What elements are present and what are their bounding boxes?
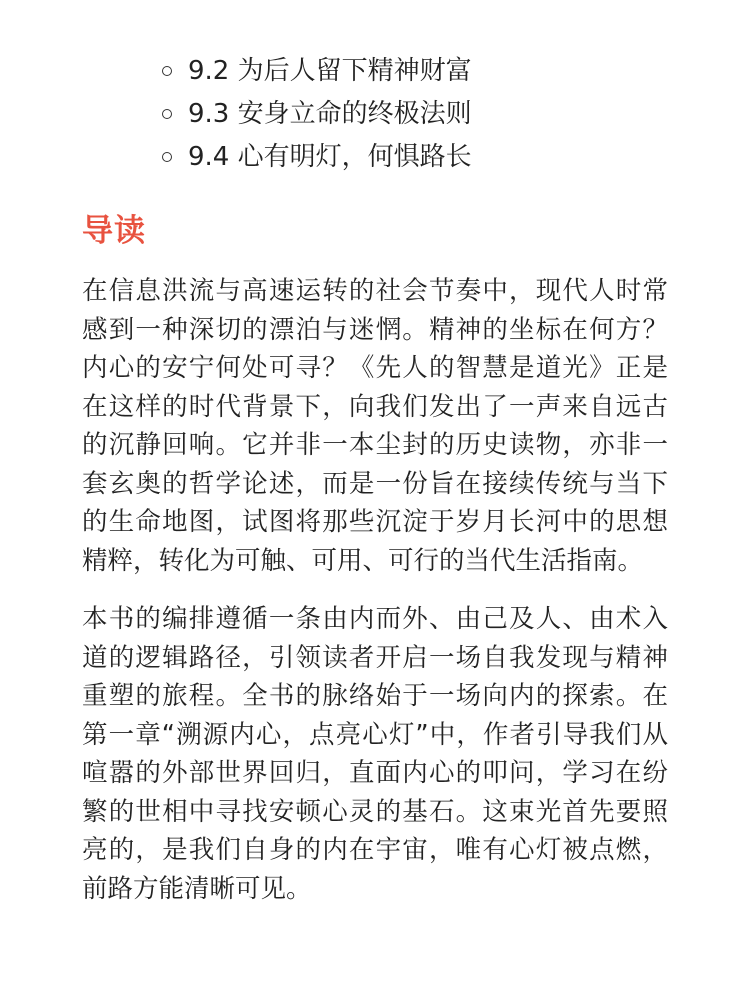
hollow-circle-bullet-icon: [162, 109, 172, 119]
toc-item[interactable]: [160, 93, 472, 136]
toc-item-label: 9.2 为后人留下精神财富: [188, 56, 472, 86]
intro-paragraph-1: 在信息洪流与高速运转的社会节奏中，现代人时常感到一种深切的漂泊与迷惘。精神的坐标在何方？内心的安宁何处可寻？《先人的智慧是道光》正是在这样的时代背景下，向我们发出了一声来自远古的沉静回响。它并非一本尘封的历史读物，亦非一套玄奥的哲学论述，而是一份旨在接续传统与当下的生命地图，试图将那些沉淀于岁月长河中的思想精粹，转化为可触、可用、可行的当代生活指南。: [82, 276, 668, 576]
toc-item[interactable]: [160, 136, 472, 179]
hollow-circle-bullet-icon: [162, 152, 172, 162]
table-of-contents-list: [160, 50, 472, 179]
toc-item-label: 9.4 心有明灯，何惧路长: [188, 142, 472, 172]
section-heading: 导读: [82, 213, 146, 249]
intro-paragraph-2: 本书的编排遵循一条由内而外、由己及人、由术入道的逻辑路径，引领读者开启一场自我发现与精神重塑的旅程。全书的脉络始于一场向内的探索。在第一章“溯源内心，点亮心灯”中，作者引导我们从喧嚣的外部世界回归，直面内心的叩问，学习在纷繁的世相中寻找安顿心灵的基石。这束光首先要照亮的，是我们自身的内在宇宙，唯有心灯被点燃，前路方能清晰可见。: [82, 604, 668, 904]
toc-item[interactable]: [160, 50, 472, 93]
toc-item-label: 9.3 安身立命的终极法则: [188, 99, 472, 129]
hollow-circle-bullet-icon: [162, 66, 172, 76]
